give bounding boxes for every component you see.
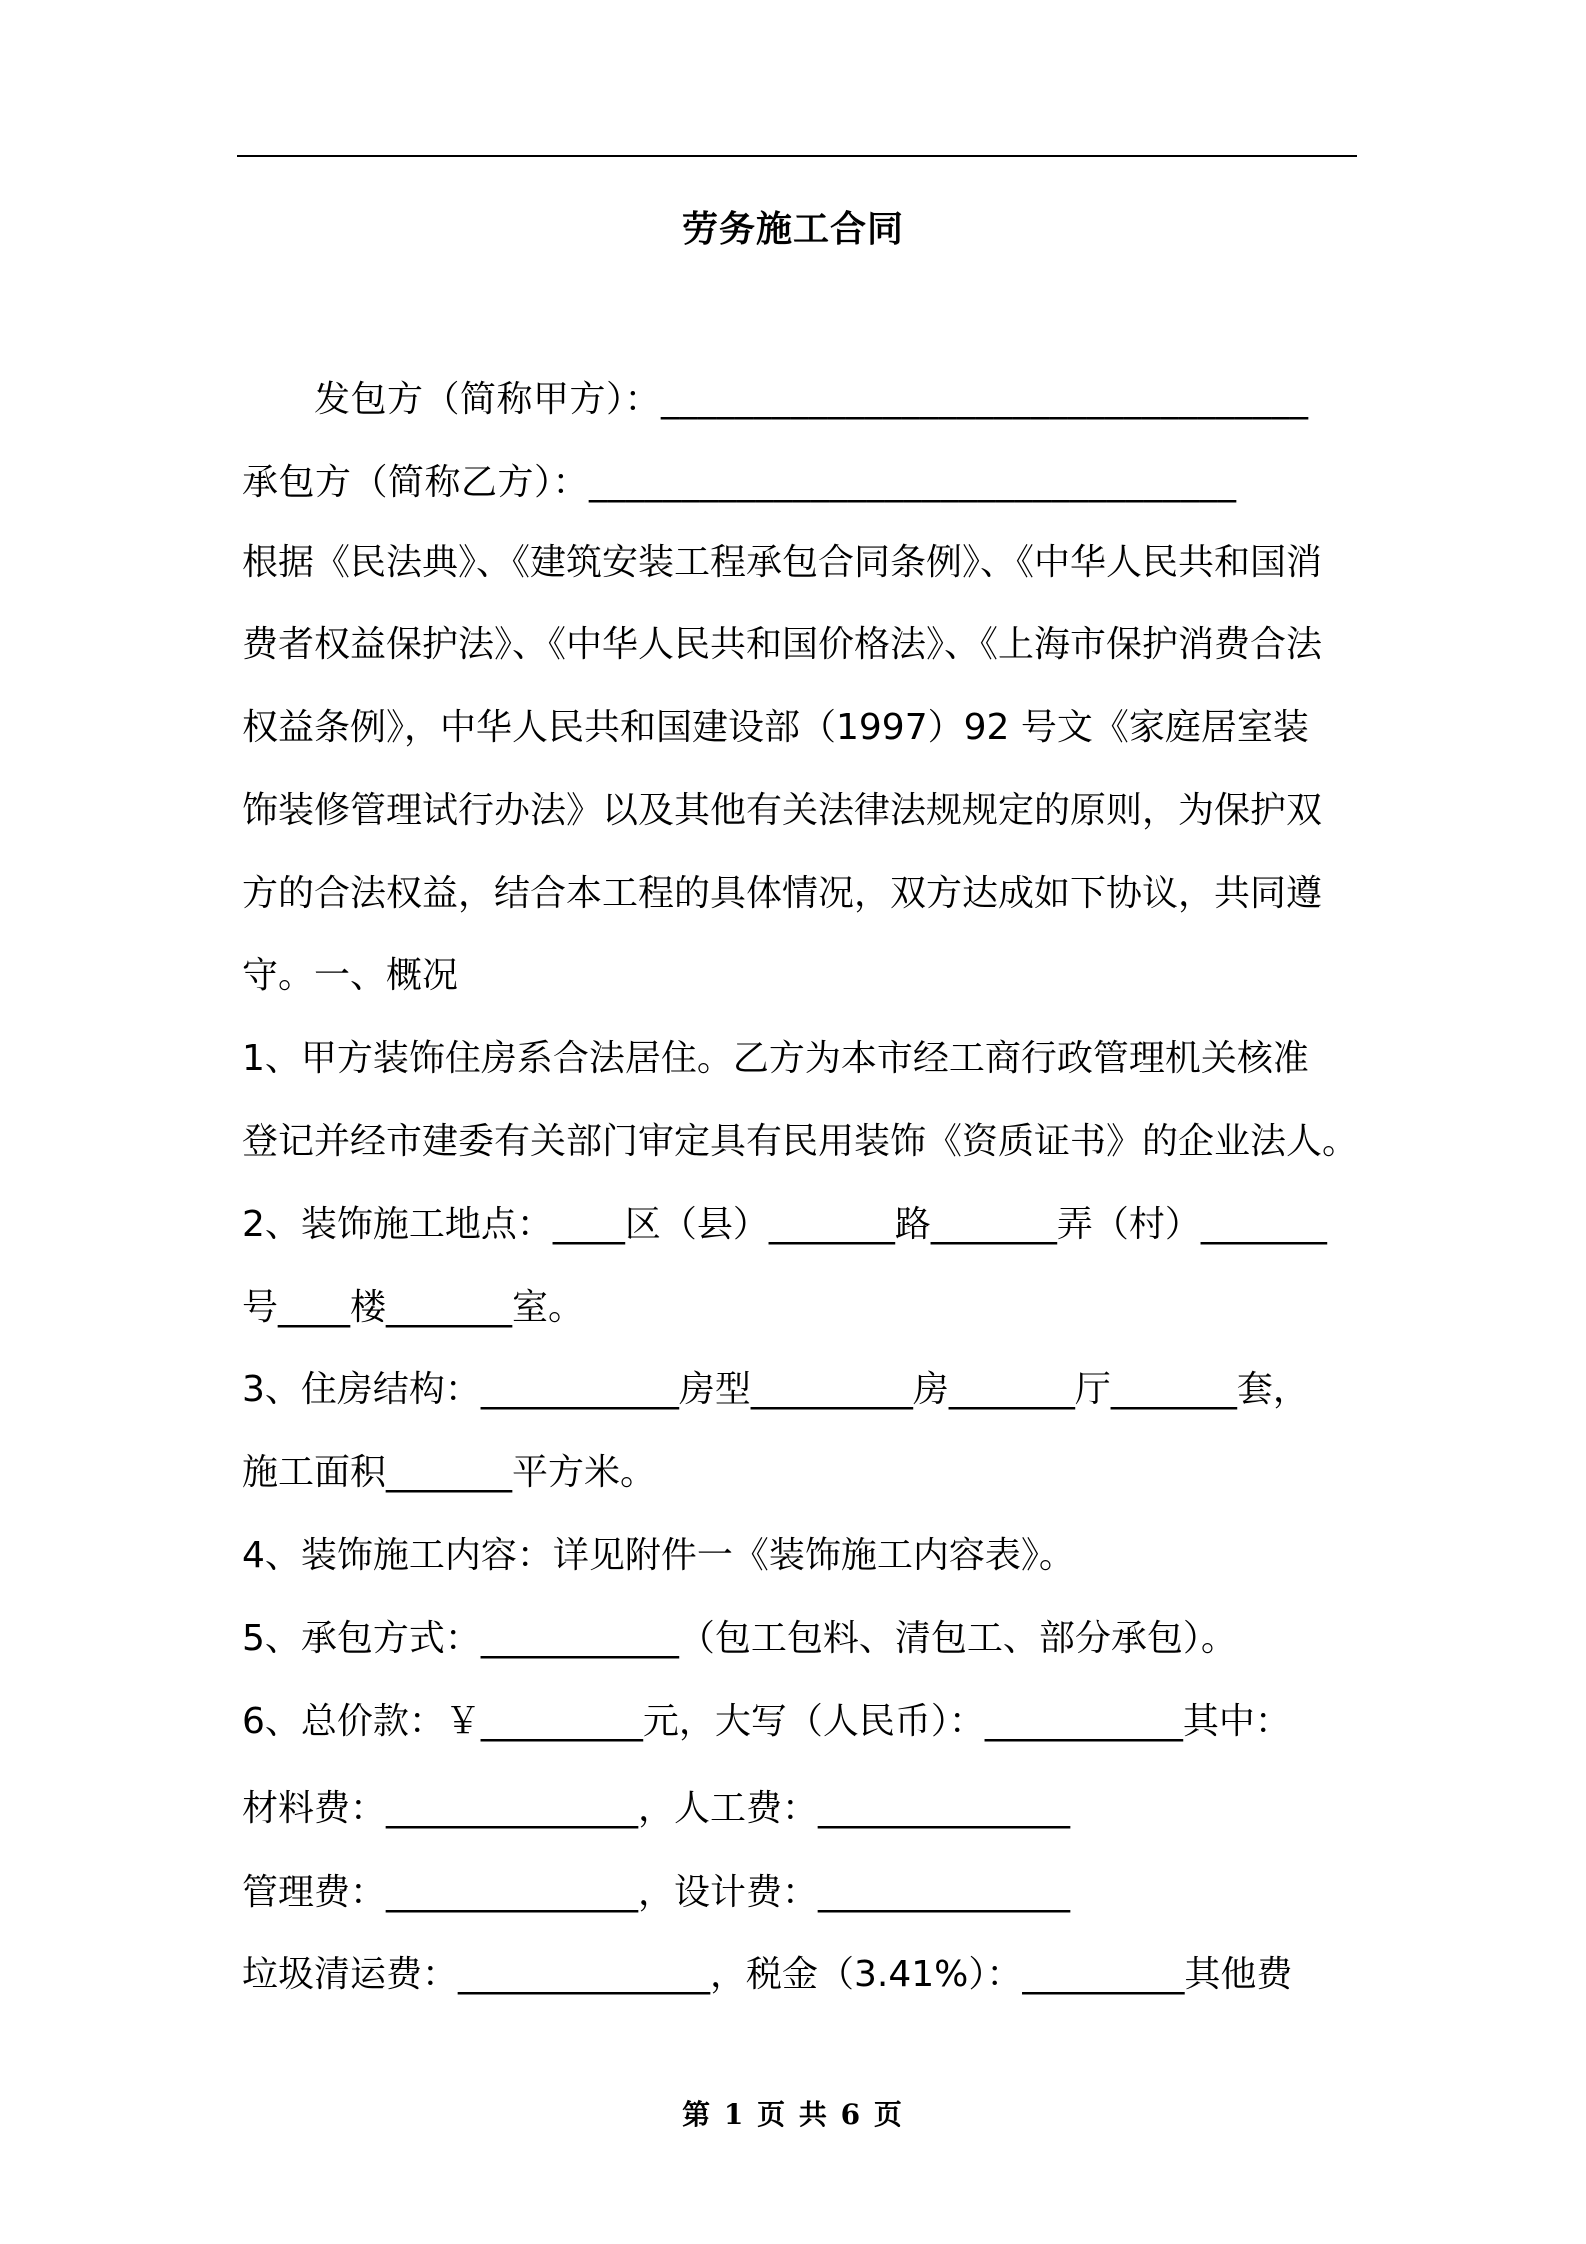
paragraph-line: 方的合法权益，结合本工程的具体情况，双方达成如下协议，共同遵	[242, 873, 1323, 914]
clause-line: 5、承包方式：___________（包工包料、清包工、部分承包）。	[242, 1618, 1237, 1659]
paragraph-line: 守。一、概况	[242, 955, 459, 996]
clause-line: 号____楼_______室。	[242, 1287, 585, 1328]
page-number-footer: 第 1 页 共 6 页	[682, 2098, 904, 2131]
party-a-line: 发包方（简称甲方）：___________________________________	[314, 379, 1309, 420]
paragraph-line: 饰装修管理试行办法》以及其他有关法律法规规定的原则，为保护双	[242, 790, 1323, 831]
header-rule	[237, 155, 1357, 157]
party-b-line: 承包方（简称乙方）：___________________________________	[242, 462, 1237, 503]
fee-line: 管理费：______________，设计费：______________	[242, 1872, 1071, 1913]
document-title: 劳务施工合同	[681, 209, 904, 250]
fee-line: 材料费：______________，人工费：______________	[242, 1788, 1071, 1829]
clause-line: 2、装饰施工地点：____区（县）_______路_______弄（村）_______	[242, 1204, 1327, 1245]
paragraph-line: 权益条例》，中华人民共和国建设部（1997）92 号文《家庭居室装	[242, 707, 1309, 748]
fee-line: 垃圾清运费：______________，税金（3.41%）：_________其他费	[242, 1954, 1293, 1995]
clause-line: 6、总价款：￥_________元，大写（人民币）：___________其中：	[242, 1701, 1291, 1742]
clause-line: 1、甲方装饰住房系合法居住。乙方为本市经工商行政管理机关核准	[242, 1038, 1309, 1079]
clause-line: 3、住房结构：___________房型_________房_______厅_______套，	[242, 1369, 1309, 1410]
clause-line: 施工面积_______平方米。	[242, 1452, 657, 1493]
paragraph-line: 根据《民法典》、《建筑安装工程承包合同条例》、《中华人民共和国消	[242, 542, 1323, 583]
paragraph-line: 费者权益保护法》、《中华人民共和国价格法》、《上海市保护消费合法	[242, 624, 1323, 665]
clause-line: 登记并经市建委有关部门审定具有民用装饰《资质证书》的企业法人。	[242, 1121, 1359, 1162]
clause-line: 4、装饰施工内容：详见附件一《装饰施工内容表》。	[242, 1535, 1075, 1576]
